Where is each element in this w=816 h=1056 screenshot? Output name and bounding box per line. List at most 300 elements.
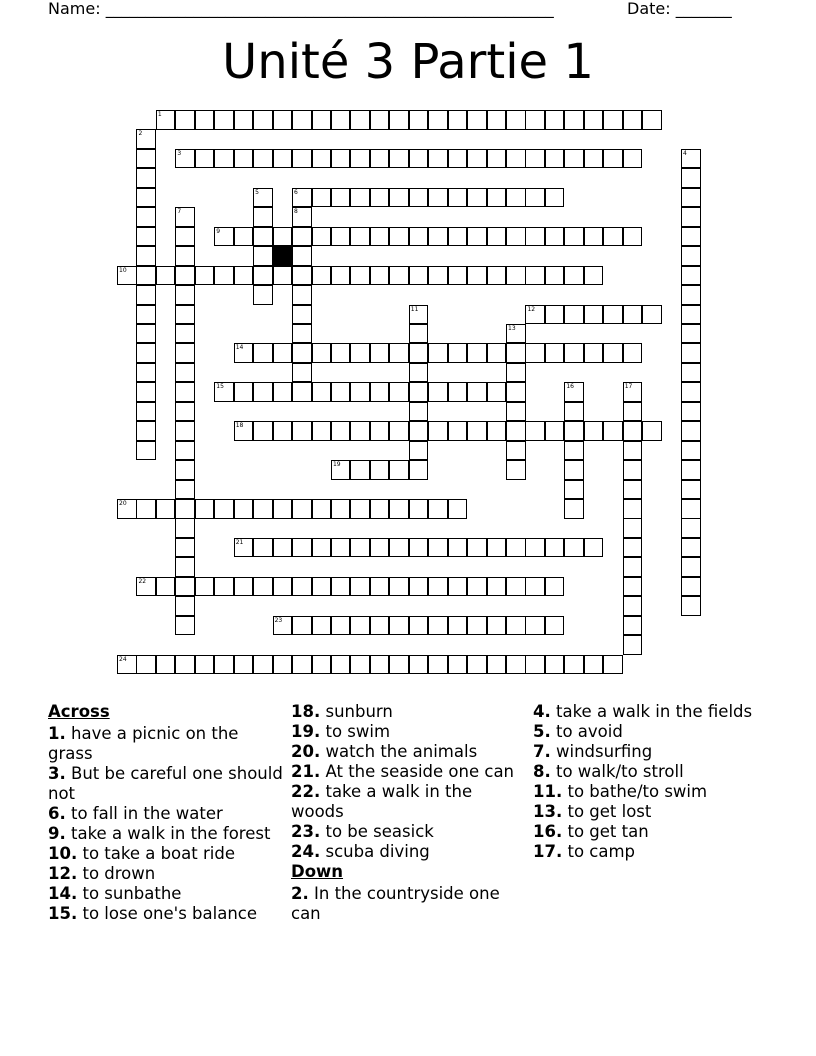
grid-cell[interactable] [253, 285, 273, 305]
grid-cell[interactable] [506, 421, 526, 441]
grid-cell[interactable] [195, 149, 215, 169]
grid-cell[interactable] [292, 616, 312, 636]
grid-cell[interactable] [136, 577, 156, 597]
grid-cell[interactable] [136, 129, 156, 149]
grid-cell[interactable] [136, 421, 156, 441]
grid-cell[interactable] [331, 460, 351, 480]
grid-cell[interactable] [136, 305, 156, 325]
grid-cell[interactable] [253, 266, 273, 286]
grid-cell[interactable] [292, 246, 312, 266]
grid-cell[interactable] [292, 577, 312, 597]
grid-cell[interactable] [448, 343, 468, 363]
grid-cell[interactable] [409, 616, 429, 636]
grid-cell[interactable] [584, 343, 604, 363]
grid-cell[interactable] [292, 266, 312, 286]
grid-cell[interactable] [487, 266, 507, 286]
grid-cell[interactable] [312, 538, 332, 558]
grid-cell[interactable] [370, 538, 390, 558]
grid-cell[interactable] [603, 149, 623, 169]
grid-cell[interactable] [117, 499, 137, 519]
grid-cell[interactable] [273, 538, 293, 558]
grid-cell[interactable] [467, 616, 487, 636]
grid-cell[interactable] [292, 110, 312, 130]
grid-cell[interactable] [564, 441, 584, 461]
grid-cell[interactable] [156, 577, 176, 597]
grid-cell[interactable] [409, 188, 429, 208]
grid-cell[interactable] [370, 616, 390, 636]
grid-cell[interactable] [525, 616, 545, 636]
grid-cell[interactable] [681, 480, 701, 500]
grid-cell[interactable] [642, 421, 662, 441]
grid-cell[interactable] [448, 499, 468, 519]
grid-cell[interactable] [448, 227, 468, 247]
grid-cell[interactable] [234, 655, 254, 675]
grid-cell[interactable] [409, 305, 429, 325]
grid-cell[interactable] [564, 305, 584, 325]
grid-cell[interactable] [312, 655, 332, 675]
grid-cell[interactable] [292, 227, 312, 247]
grid-cell[interactable] [370, 577, 390, 597]
grid-cell[interactable] [487, 421, 507, 441]
grid-cell[interactable] [623, 518, 643, 538]
grid-cell[interactable] [545, 421, 565, 441]
grid-cell[interactable] [234, 343, 254, 363]
grid-cell[interactable] [175, 343, 195, 363]
grid-cell[interactable] [389, 655, 409, 675]
grid-cell[interactable] [331, 110, 351, 130]
grid-cell[interactable] [175, 577, 195, 597]
grid-cell[interactable] [506, 460, 526, 480]
grid-cell[interactable] [681, 343, 701, 363]
grid-cell[interactable] [467, 188, 487, 208]
grid-cell[interactable] [175, 557, 195, 577]
grid-cell[interactable] [428, 343, 448, 363]
grid-cell[interactable] [136, 168, 156, 188]
grid-cell[interactable] [564, 382, 584, 402]
grid-cell[interactable] [681, 188, 701, 208]
grid-cell[interactable] [331, 421, 351, 441]
grid-cell[interactable] [175, 518, 195, 538]
grid-cell[interactable] [409, 538, 429, 558]
grid-cell[interactable] [584, 149, 604, 169]
grid-cell[interactable] [350, 655, 370, 675]
grid-cell[interactable] [681, 363, 701, 383]
grid-cell[interactable] [623, 305, 643, 325]
grid-cell[interactable] [312, 577, 332, 597]
grid-cell[interactable] [370, 110, 390, 130]
grid-cell[interactable] [136, 285, 156, 305]
grid-cell[interactable] [292, 538, 312, 558]
grid-cell[interactable] [175, 480, 195, 500]
grid-cell[interactable] [584, 421, 604, 441]
grid-cell[interactable] [195, 655, 215, 675]
grid-cell[interactable] [175, 499, 195, 519]
grid-cell[interactable] [681, 557, 701, 577]
grid-cell[interactable] [409, 441, 429, 461]
grid-cell[interactable] [331, 538, 351, 558]
grid-cell[interactable] [409, 499, 429, 519]
grid-cell[interactable] [214, 227, 234, 247]
grid-cell[interactable] [428, 110, 448, 130]
grid-cell[interactable] [603, 343, 623, 363]
grid-cell[interactable] [312, 266, 332, 286]
grid-cell[interactable] [525, 538, 545, 558]
grid-cell[interactable] [292, 499, 312, 519]
grid-cell[interactable] [506, 616, 526, 636]
grid-cell[interactable] [681, 382, 701, 402]
grid-cell[interactable] [136, 149, 156, 169]
grid-cell[interactable] [506, 324, 526, 344]
grid-cell[interactable] [292, 207, 312, 227]
grid-cell[interactable] [136, 441, 156, 461]
grid-cell[interactable] [467, 538, 487, 558]
grid-cell[interactable] [409, 266, 429, 286]
grid-cell[interactable] [545, 305, 565, 325]
name-blank[interactable]: ________________________________________________________ [105, 0, 554, 18]
grid-cell[interactable] [234, 227, 254, 247]
grid-cell[interactable] [234, 149, 254, 169]
grid-cell[interactable] [175, 207, 195, 227]
grid-cell[interactable] [136, 343, 156, 363]
grid-cell[interactable] [312, 343, 332, 363]
grid-cell[interactable] [350, 343, 370, 363]
grid-cell[interactable] [428, 577, 448, 597]
grid-cell[interactable] [350, 149, 370, 169]
grid-cell[interactable] [448, 266, 468, 286]
grid-cell[interactable] [389, 110, 409, 130]
grid-cell[interactable] [195, 110, 215, 130]
grid-cell[interactable] [389, 382, 409, 402]
grid-cell[interactable] [603, 655, 623, 675]
grid-cell[interactable] [545, 227, 565, 247]
grid-cell[interactable] [389, 343, 409, 363]
grid-cell[interactable] [428, 227, 448, 247]
grid-cell[interactable] [175, 616, 195, 636]
grid-cell[interactable] [467, 227, 487, 247]
grid-cell[interactable] [350, 538, 370, 558]
grid-cell[interactable] [506, 538, 526, 558]
grid-cell[interactable] [214, 149, 234, 169]
grid-cell[interactable] [584, 227, 604, 247]
grid-cell[interactable] [467, 343, 487, 363]
grid-cell[interactable] [214, 266, 234, 286]
grid-cell[interactable] [292, 421, 312, 441]
grid-cell[interactable] [506, 266, 526, 286]
grid-cell[interactable] [681, 421, 701, 441]
grid-cell[interactable] [623, 227, 643, 247]
grid-cell[interactable] [525, 227, 545, 247]
grid-cell[interactable] [506, 363, 526, 383]
grid-cell[interactable] [136, 227, 156, 247]
grid-cell[interactable] [175, 363, 195, 383]
grid-cell[interactable] [681, 460, 701, 480]
grid-cell[interactable] [545, 188, 565, 208]
grid-cell[interactable] [195, 577, 215, 597]
grid-cell[interactable] [448, 655, 468, 675]
grid-cell[interactable] [234, 266, 254, 286]
grid-cell[interactable] [331, 266, 351, 286]
grid-cell[interactable] [214, 110, 234, 130]
grid-cell[interactable] [564, 480, 584, 500]
grid-cell[interactable] [292, 149, 312, 169]
grid-cell[interactable] [350, 577, 370, 597]
grid-cell[interactable] [136, 499, 156, 519]
grid-cell[interactable] [370, 499, 390, 519]
grid-cell[interactable] [681, 441, 701, 461]
grid-cell[interactable] [409, 402, 429, 422]
grid-cell[interactable] [409, 421, 429, 441]
grid-cell[interactable] [253, 655, 273, 675]
grid-cell[interactable] [156, 266, 176, 286]
grid-cell[interactable] [136, 655, 156, 675]
grid-cell[interactable] [136, 382, 156, 402]
grid-cell[interactable] [195, 266, 215, 286]
grid-cell[interactable] [525, 110, 545, 130]
grid-cell[interactable] [584, 266, 604, 286]
grid-cell[interactable] [389, 499, 409, 519]
grid-cell[interactable] [253, 227, 273, 247]
grid-cell[interactable] [409, 655, 429, 675]
grid-cell[interactable] [545, 538, 565, 558]
grid-cell[interactable] [564, 110, 584, 130]
grid-cell[interactable] [331, 343, 351, 363]
grid-cell[interactable] [350, 188, 370, 208]
grid-cell[interactable] [389, 266, 409, 286]
grid-cell[interactable] [525, 149, 545, 169]
grid-cell[interactable] [506, 577, 526, 597]
grid-cell[interactable] [487, 227, 507, 247]
grid-cell[interactable] [175, 382, 195, 402]
grid-cell[interactable] [448, 538, 468, 558]
grid-cell[interactable] [623, 616, 643, 636]
grid-cell[interactable] [331, 382, 351, 402]
grid-cell[interactable] [487, 343, 507, 363]
grid-cell[interactable] [681, 246, 701, 266]
grid-cell[interactable] [350, 266, 370, 286]
grid-cell[interactable] [428, 266, 448, 286]
grid-cell[interactable] [331, 188, 351, 208]
grid-cell[interactable] [623, 460, 643, 480]
grid-cell[interactable] [292, 655, 312, 675]
grid-cell[interactable] [312, 616, 332, 636]
grid-cell[interactable] [564, 460, 584, 480]
grid-cell[interactable] [253, 499, 273, 519]
grid-cell[interactable] [175, 596, 195, 616]
grid-cell[interactable] [273, 499, 293, 519]
grid-cell[interactable] [273, 382, 293, 402]
grid-cell[interactable] [467, 421, 487, 441]
grid-cell[interactable] [136, 207, 156, 227]
grid-cell[interactable] [448, 577, 468, 597]
grid-cell[interactable] [506, 441, 526, 461]
grid-cell[interactable] [292, 363, 312, 383]
grid-cell[interactable] [545, 149, 565, 169]
grid-cell[interactable] [681, 305, 701, 325]
grid-cell[interactable] [312, 499, 332, 519]
grid-cell[interactable] [448, 110, 468, 130]
grid-cell[interactable] [175, 110, 195, 130]
grid-cell[interactable] [681, 577, 701, 597]
grid-cell[interactable] [487, 382, 507, 402]
grid-cell[interactable] [389, 149, 409, 169]
grid-cell[interactable] [525, 305, 545, 325]
grid-cell[interactable] [253, 207, 273, 227]
grid-cell[interactable] [253, 577, 273, 597]
grid-cell[interactable] [253, 343, 273, 363]
grid-cell[interactable] [350, 616, 370, 636]
grid-cell[interactable] [681, 596, 701, 616]
grid-cell[interactable] [525, 266, 545, 286]
grid-cell[interactable] [467, 655, 487, 675]
grid-cell[interactable] [350, 382, 370, 402]
grid-cell[interactable] [525, 188, 545, 208]
grid-cell[interactable] [564, 227, 584, 247]
grid-cell[interactable] [428, 382, 448, 402]
grid-cell[interactable] [175, 460, 195, 480]
grid-cell[interactable] [564, 421, 584, 441]
grid-cell[interactable] [253, 421, 273, 441]
grid-cell[interactable] [545, 110, 565, 130]
grid-cell[interactable] [292, 343, 312, 363]
grid-cell[interactable] [681, 168, 701, 188]
grid-cell[interactable] [389, 538, 409, 558]
grid-cell[interactable] [487, 616, 507, 636]
grid-cell[interactable] [564, 538, 584, 558]
grid-cell[interactable] [136, 402, 156, 422]
grid-cell[interactable] [409, 382, 429, 402]
grid-cell[interactable] [234, 538, 254, 558]
grid-cell[interactable] [331, 227, 351, 247]
grid-cell[interactable] [681, 402, 701, 422]
grid-cell[interactable] [234, 382, 254, 402]
grid-cell[interactable] [564, 655, 584, 675]
grid-cell[interactable] [525, 655, 545, 675]
grid-cell[interactable] [623, 480, 643, 500]
grid-cell[interactable] [681, 518, 701, 538]
grid-cell[interactable] [506, 382, 526, 402]
grid-cell[interactable] [312, 227, 332, 247]
grid-cell[interactable] [409, 324, 429, 344]
grid-cell[interactable] [253, 188, 273, 208]
grid-cell[interactable] [331, 149, 351, 169]
grid-cell[interactable] [253, 538, 273, 558]
grid-cell[interactable] [448, 149, 468, 169]
grid-cell[interactable] [623, 110, 643, 130]
grid-cell[interactable] [564, 402, 584, 422]
grid-cell[interactable] [506, 227, 526, 247]
grid-cell[interactable] [175, 538, 195, 558]
grid-cell[interactable] [428, 421, 448, 441]
grid-cell[interactable] [136, 188, 156, 208]
grid-cell[interactable] [467, 577, 487, 597]
grid-cell[interactable] [273, 616, 293, 636]
grid-cell[interactable] [564, 343, 584, 363]
grid-cell[interactable] [428, 655, 448, 675]
grid-cell[interactable] [448, 421, 468, 441]
grid-cell[interactable] [273, 110, 293, 130]
grid-cell[interactable] [545, 616, 565, 636]
grid-cell[interactable] [370, 227, 390, 247]
grid-cell[interactable] [623, 499, 643, 519]
grid-cell[interactable] [409, 343, 429, 363]
grid-cell[interactable] [448, 188, 468, 208]
grid-cell[interactable] [312, 382, 332, 402]
date-blank[interactable]: _______ [675, 0, 732, 18]
grid-cell[interactable] [234, 499, 254, 519]
grid-cell[interactable] [273, 227, 293, 247]
grid-cell[interactable] [506, 655, 526, 675]
grid-cell[interactable] [564, 499, 584, 519]
grid-cell[interactable] [331, 577, 351, 597]
grid-cell[interactable] [370, 460, 390, 480]
grid-cell[interactable] [389, 227, 409, 247]
grid-cell[interactable] [681, 538, 701, 558]
grid-cell[interactable] [603, 305, 623, 325]
grid-cell[interactable] [545, 266, 565, 286]
grid-cell[interactable] [389, 616, 409, 636]
grid-cell[interactable] [623, 421, 643, 441]
grid-cell[interactable] [292, 305, 312, 325]
grid-cell[interactable] [409, 227, 429, 247]
grid-cell[interactable] [175, 149, 195, 169]
grid-cell[interactable] [292, 324, 312, 344]
grid-cell[interactable] [584, 655, 604, 675]
grid-cell[interactable] [564, 149, 584, 169]
grid-cell[interactable] [214, 499, 234, 519]
grid-cell[interactable] [350, 227, 370, 247]
grid-cell[interactable] [448, 382, 468, 402]
grid-cell[interactable] [409, 460, 429, 480]
grid-cell[interactable] [681, 285, 701, 305]
grid-cell[interactable] [175, 227, 195, 247]
grid-cell[interactable] [681, 324, 701, 344]
grid-cell[interactable] [350, 421, 370, 441]
grid-cell[interactable] [623, 149, 643, 169]
grid-cell[interactable] [603, 421, 623, 441]
grid-cell[interactable] [623, 343, 643, 363]
grid-cell[interactable] [642, 110, 662, 130]
grid-cell[interactable] [214, 577, 234, 597]
grid-cell[interactable] [681, 149, 701, 169]
grid-cell[interactable] [234, 421, 254, 441]
grid-cell[interactable] [273, 343, 293, 363]
grid-cell[interactable] [506, 402, 526, 422]
grid-cell[interactable] [253, 149, 273, 169]
grid-cell[interactable] [428, 188, 448, 208]
grid-cell[interactable] [273, 655, 293, 675]
grid-cell[interactable] [487, 655, 507, 675]
grid-cell[interactable] [623, 538, 643, 558]
grid-cell[interactable] [156, 110, 176, 130]
grid-cell[interactable] [428, 616, 448, 636]
grid-cell[interactable] [487, 110, 507, 130]
grid-cell[interactable] [525, 577, 545, 597]
grid-cell[interactable] [370, 421, 390, 441]
grid-cell[interactable] [350, 499, 370, 519]
grid-cell[interactable] [409, 110, 429, 130]
grid-cell[interactable] [623, 382, 643, 402]
grid-cell[interactable] [448, 616, 468, 636]
grid-cell[interactable] [312, 188, 332, 208]
grid-cell[interactable] [175, 324, 195, 344]
grid-cell[interactable] [350, 460, 370, 480]
grid-cell[interactable] [584, 538, 604, 558]
grid-cell[interactable] [175, 655, 195, 675]
grid-cell[interactable] [273, 266, 293, 286]
grid-cell[interactable] [681, 227, 701, 247]
grid-cell[interactable] [312, 110, 332, 130]
grid-cell[interactable] [525, 343, 545, 363]
